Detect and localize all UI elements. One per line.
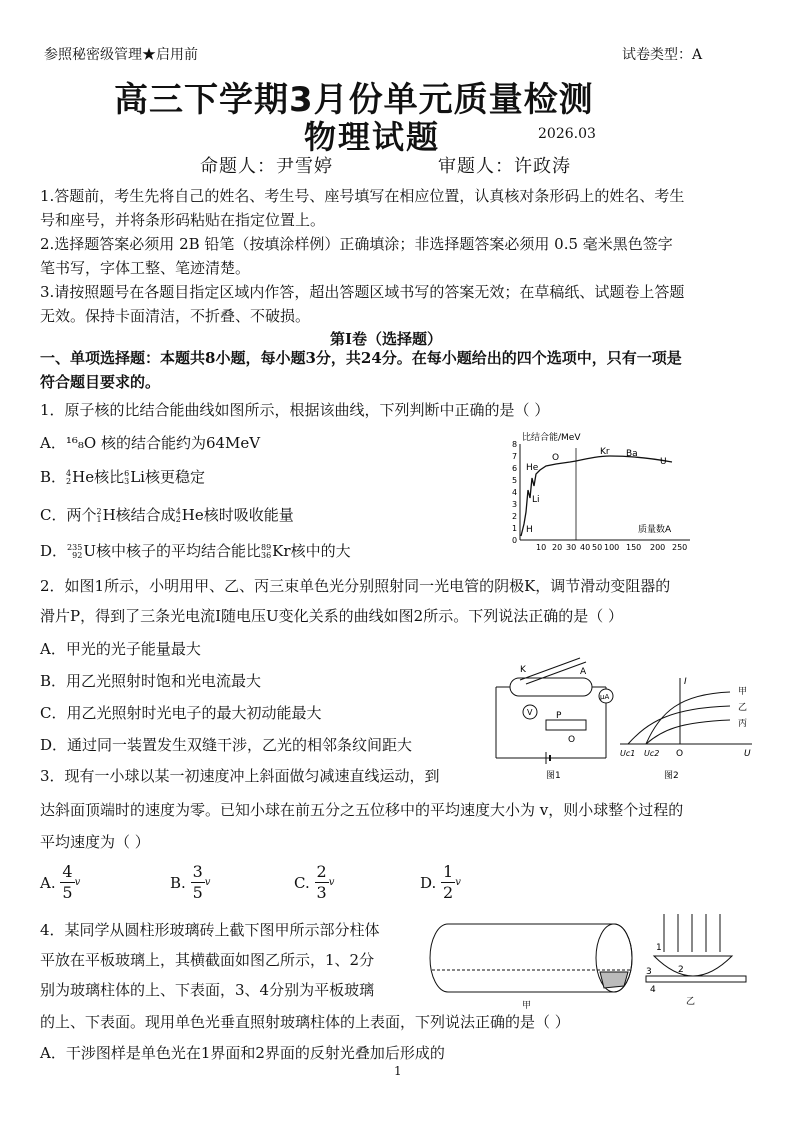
label-jia: 甲 [738,687,748,697]
label-4: 4 [650,985,656,995]
q1-option-c: C．两个 2 1 H核结合成 4 2 He核时吸收能量 [40,506,294,524]
exam-date: 2026.03 [538,126,596,142]
q4-stem-line3: 别为玻璃柱体的上、下表面，3、4分别为平板玻璃 [40,981,375,999]
text: 核时吸收能量 [203,506,294,524]
q3-option-d [420,862,500,903]
nucleus: Kr [272,542,291,560]
text: 核中的大 [290,542,351,560]
text: 核中核子的平均结合能比 [95,542,261,560]
q3-stem-line2: 达斜面顶端时的速度为零。已知小球在前五分之五位移中的平均速度大小为 v，则小球整个过程的 [40,801,684,819]
x-tick: 10 [536,543,547,552]
q3-option-b [170,862,294,903]
x-tick: 200 [650,543,666,552]
label-a: A [580,667,587,677]
label-li: Li [532,495,540,505]
label-microammeter: μA [600,693,610,701]
q2-stem-line1: 2．如图1所示，小明用甲、乙、丙三束单色光分别照射同一光电管的阴极K，调节滑动变阻器的 [40,577,671,595]
text: 核更稳定 [144,468,205,486]
label-o: O [568,735,576,745]
y-tick: 3 [512,500,518,509]
label-he: He [526,463,539,473]
label-u: U [660,457,667,467]
y-tick: 5 [512,476,518,485]
text: 核比 [94,468,125,486]
x-tick: 50 [592,543,603,552]
nucleus: Li [130,468,145,486]
y-tick: 0 [512,536,518,545]
light-beam [520,658,580,680]
instruction-line: 无效。保持卡面清洁，不折叠、不破损。 [40,307,311,325]
option-label: D． [40,542,68,560]
label-k: K [520,665,526,675]
numerator: 4 [62,862,73,881]
label-o: O [552,453,560,463]
y-tick: 2 [512,512,518,521]
option-label: A. [40,873,56,892]
fraction [191,862,205,903]
q4-option-a: A．干涉图样是单色光在1界面和2界面的反射光叠加后形成的 [40,1044,445,1062]
instruction-line: 3.请按照题号在各题目指定区域内作答，超出答题区域书写的答案无效；在草稿纸、试题卷上答题 [40,283,685,301]
iu-curve-figure [620,672,760,782]
label-yi: 乙 [738,703,748,713]
label-origin: O [676,749,684,759]
page-number: 1 [394,1064,402,1078]
q2-option-b: B．用乙光照射时饱和光电流最大 [40,672,262,690]
q1-option-a: A．¹⁶₈O 核的结合能约为64MeV [40,434,261,452]
label-3: 3 [646,967,652,977]
reviewer: 审题人：许政涛 [438,156,571,177]
nucleus: U [83,542,96,560]
q3-option-a [40,862,170,903]
y-tick: 6 [512,464,518,473]
instruction-line: 号和座号，并将条形码粘贴在指定位置上。 [40,211,326,229]
denominator: 2 [443,883,454,902]
x-tick: 100 [604,543,620,552]
fig1-caption: 图1 [546,771,561,780]
option-label: B. [170,873,186,892]
unit: v [204,877,211,888]
section-heading-line: 一、单项选择题：本题共8小题，每小题3分，共24分。在每小题给出的四个选项中，只有一项是 [40,349,682,367]
fraction [60,862,74,903]
glass-cylinder-figure [428,910,638,1010]
subject-title: 物理试题 [304,118,441,156]
glass-half-cylinder [654,956,732,976]
photocell-tube [510,678,592,696]
setter: 命题人：尹雪婷 [200,156,333,177]
fig-jia-caption: 甲 [522,1001,532,1010]
section-heading [40,346,760,394]
label-kr: Kr [600,447,610,457]
chart-xlabel: 质量数A [638,525,672,535]
instructions [40,184,760,328]
interference-section-figure [642,912,752,1008]
x-tick: 150 [626,543,642,552]
q2-option-c: C．用乙光照射时光电子的最大初动能最大 [40,704,322,722]
x-tick: 40 [580,543,591,552]
denominator: 5 [192,883,203,902]
label-ba: Ba [626,449,638,459]
fraction [441,862,455,903]
q2-stem-line2: 滑片P，得到了三条光电流I随电压U变化关系的曲线如图2所示。下列说法正确的是（ ） [40,607,623,625]
option-label: D. [420,873,437,892]
q3-stem-line1: 3．现有一小球以某一初速度冲上斜面做匀减速直线运动，到 [40,767,440,785]
light-beam [526,662,586,684]
nucleus: He [181,506,204,524]
flat-glass-plate [646,976,746,982]
x-tick: 20 [552,543,563,552]
section-heading-line: 符合题目要求的。 [40,373,161,391]
y-tick: 4 [512,488,518,497]
instruction-line: 2.选择题答案必须用 2B 铅笔（按填涂样例）正确填涂；非选择题答案必须用 0.5 毫米黑色签字 [40,235,673,253]
label-h: H [526,525,533,535]
nucleus: H [102,506,116,524]
denominator: 3 [316,883,327,902]
x-tick: 250 [672,543,688,552]
q3-options [40,862,500,903]
q4-stem-line1: 4．某同学从圆柱形玻璃砖上截下图甲所示部分柱体 [40,921,380,939]
curve-yi [628,706,730,744]
q3-option-c [294,862,420,903]
chart-ylabel: 比结合能/MeV [522,433,581,443]
nucleus: He [72,468,95,486]
option-label: C. [294,873,310,892]
binding-energy-curve [521,456,672,536]
instruction-line: 笔书写，字体工整、笔迹清楚。 [40,259,251,277]
q2-option-d: D．通过同一装置发生双缝干涉，乙光的相邻条纹间距大 [40,736,413,754]
text: 核结合成 [115,506,176,524]
instruction-line: 1.答题前，考生先将自己的姓名、考生号、座号填写在相应位置，认真核对条形码上的姓名、考生 [40,187,685,205]
unit: v [455,877,461,888]
curve-bing [646,720,730,744]
label-uc2: Uc2 [644,749,660,758]
label-v: V [527,708,533,717]
curve-jia [646,692,730,744]
photoelectric-circuit-figure [490,650,620,780]
q1-option-d: D． 235 92 U核中核子的平均结合能比 89 36 Kr核中的大 [40,542,351,560]
option-label: B． [40,468,67,486]
q4-stem-line4: 的上、下表面。现用单色光垂直照射玻璃柱体的上表面，下列说法正确的是（ ） [40,1013,570,1031]
numerator: 1 [443,862,454,881]
q3-stem-line3: 平均速度为（ ） [40,833,150,851]
q2-option-a: A．甲光的光子能量最大 [40,640,201,658]
paper-type: 试卷类型：A [622,47,703,63]
denominator: 5 [62,883,73,902]
x-tick: 30 [566,543,577,552]
fraction [315,862,329,903]
binding-energy-chart [500,428,700,556]
fig2-caption: 图2 [664,771,679,781]
confidentiality-note: 参照秘密级管理★启用前 [44,47,198,63]
q4-stem-line2: 平放在平板玻璃上，其横截面如图乙所示，1、2分 [40,951,375,969]
q1-option-b: B． 4 2 He核比 6 3 Li核更稳定 [40,468,205,486]
option-label: C．两个 [40,506,97,524]
label-u: U [744,749,751,759]
exam-title: 高三下学期3月份单元质量检测 [114,80,594,120]
label-2: 2 [678,965,684,975]
label-1: 1 [656,943,662,953]
fig-yi-caption: 乙 [686,997,696,1007]
y-tick: 1 [512,524,518,533]
label-uc1: Uc1 [620,749,636,758]
y-tick: 7 [512,452,518,461]
rheostat [546,720,586,730]
section-title: 第Ⅰ卷（选择题） [330,330,443,348]
numerator: 2 [316,862,327,881]
hatched-section [600,972,628,988]
label-i: I [684,677,687,687]
label-p: P [556,711,562,721]
label-bing: 丙 [738,719,748,729]
y-tick: 8 [512,440,518,449]
q1-stem: 1．原子核的比结合能曲线如图所示，根据该曲线，下列判断中正确的是（ ） [40,401,550,419]
unit: v [74,877,81,888]
numerator: 3 [192,862,203,881]
unit: v [328,877,335,888]
